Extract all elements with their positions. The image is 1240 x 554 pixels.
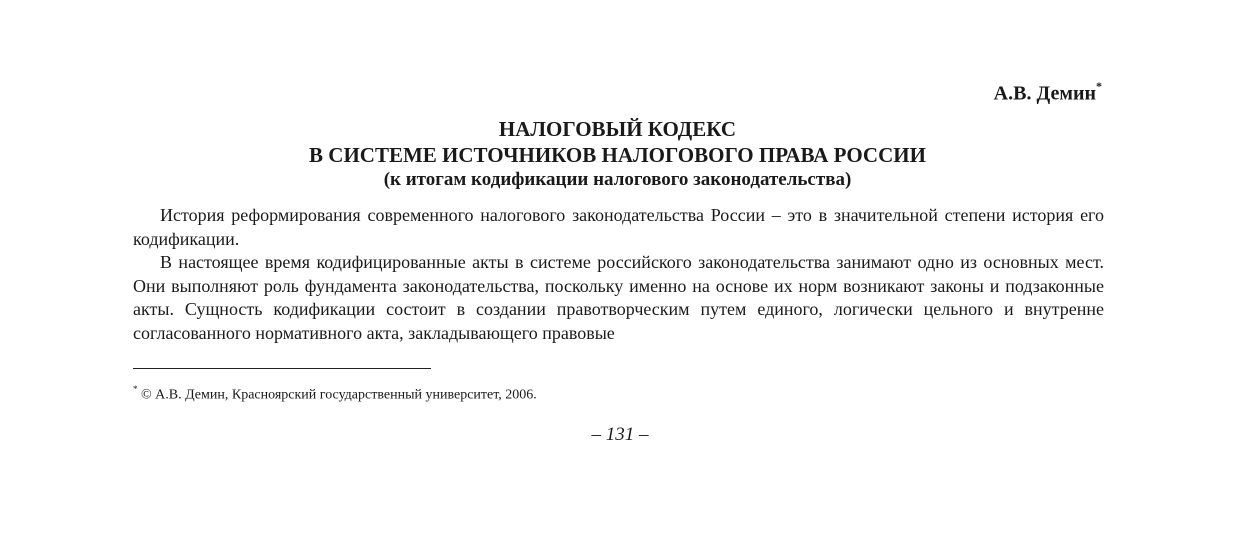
paragraph-2: В настоящее время кодифицированные акты в системе российского законодательства занимают одно из основных мест. Они выполняют роль фундамента законодательства, поскольку именно на основе их норм возникают законы и подзаконные акты. Сущность кодификации состоит в создании правотворческим путем единого, логически цельного и внутренне согласованного нормативного акта, закладывающего правовые	[133, 252, 1104, 343]
footnote-divider	[133, 368, 431, 369]
author-footnote-mark: *	[1096, 79, 1102, 93]
footnote	[133, 381, 537, 405]
title-subtitle: (к итогам кодификации налогового законодательства)	[383, 169, 852, 190]
author-name-text: А.В. Демин	[993, 82, 1096, 105]
article-body	[133, 204, 1104, 345]
footnote-text: © А.В. Демин, Красноярский государственный университет, 2006.	[141, 387, 537, 403]
paragraph-1: История реформирования современного налогового законодательства России – это в значительной степени история его кодификации.	[133, 205, 1104, 249]
title-line-2: В СИСТЕМЕ ИСТОЧНИКОВ НАЛОГОВОГО ПРАВА РОССИИ	[309, 143, 926, 167]
title-line-1: НАЛОГОВЫЙ КОДЕКС	[498, 117, 737, 141]
author-name	[994, 76, 1102, 106]
article-title	[130, 116, 1105, 192]
page-number: – 131 –	[591, 424, 649, 445]
footnote-mark: *	[133, 384, 138, 394]
